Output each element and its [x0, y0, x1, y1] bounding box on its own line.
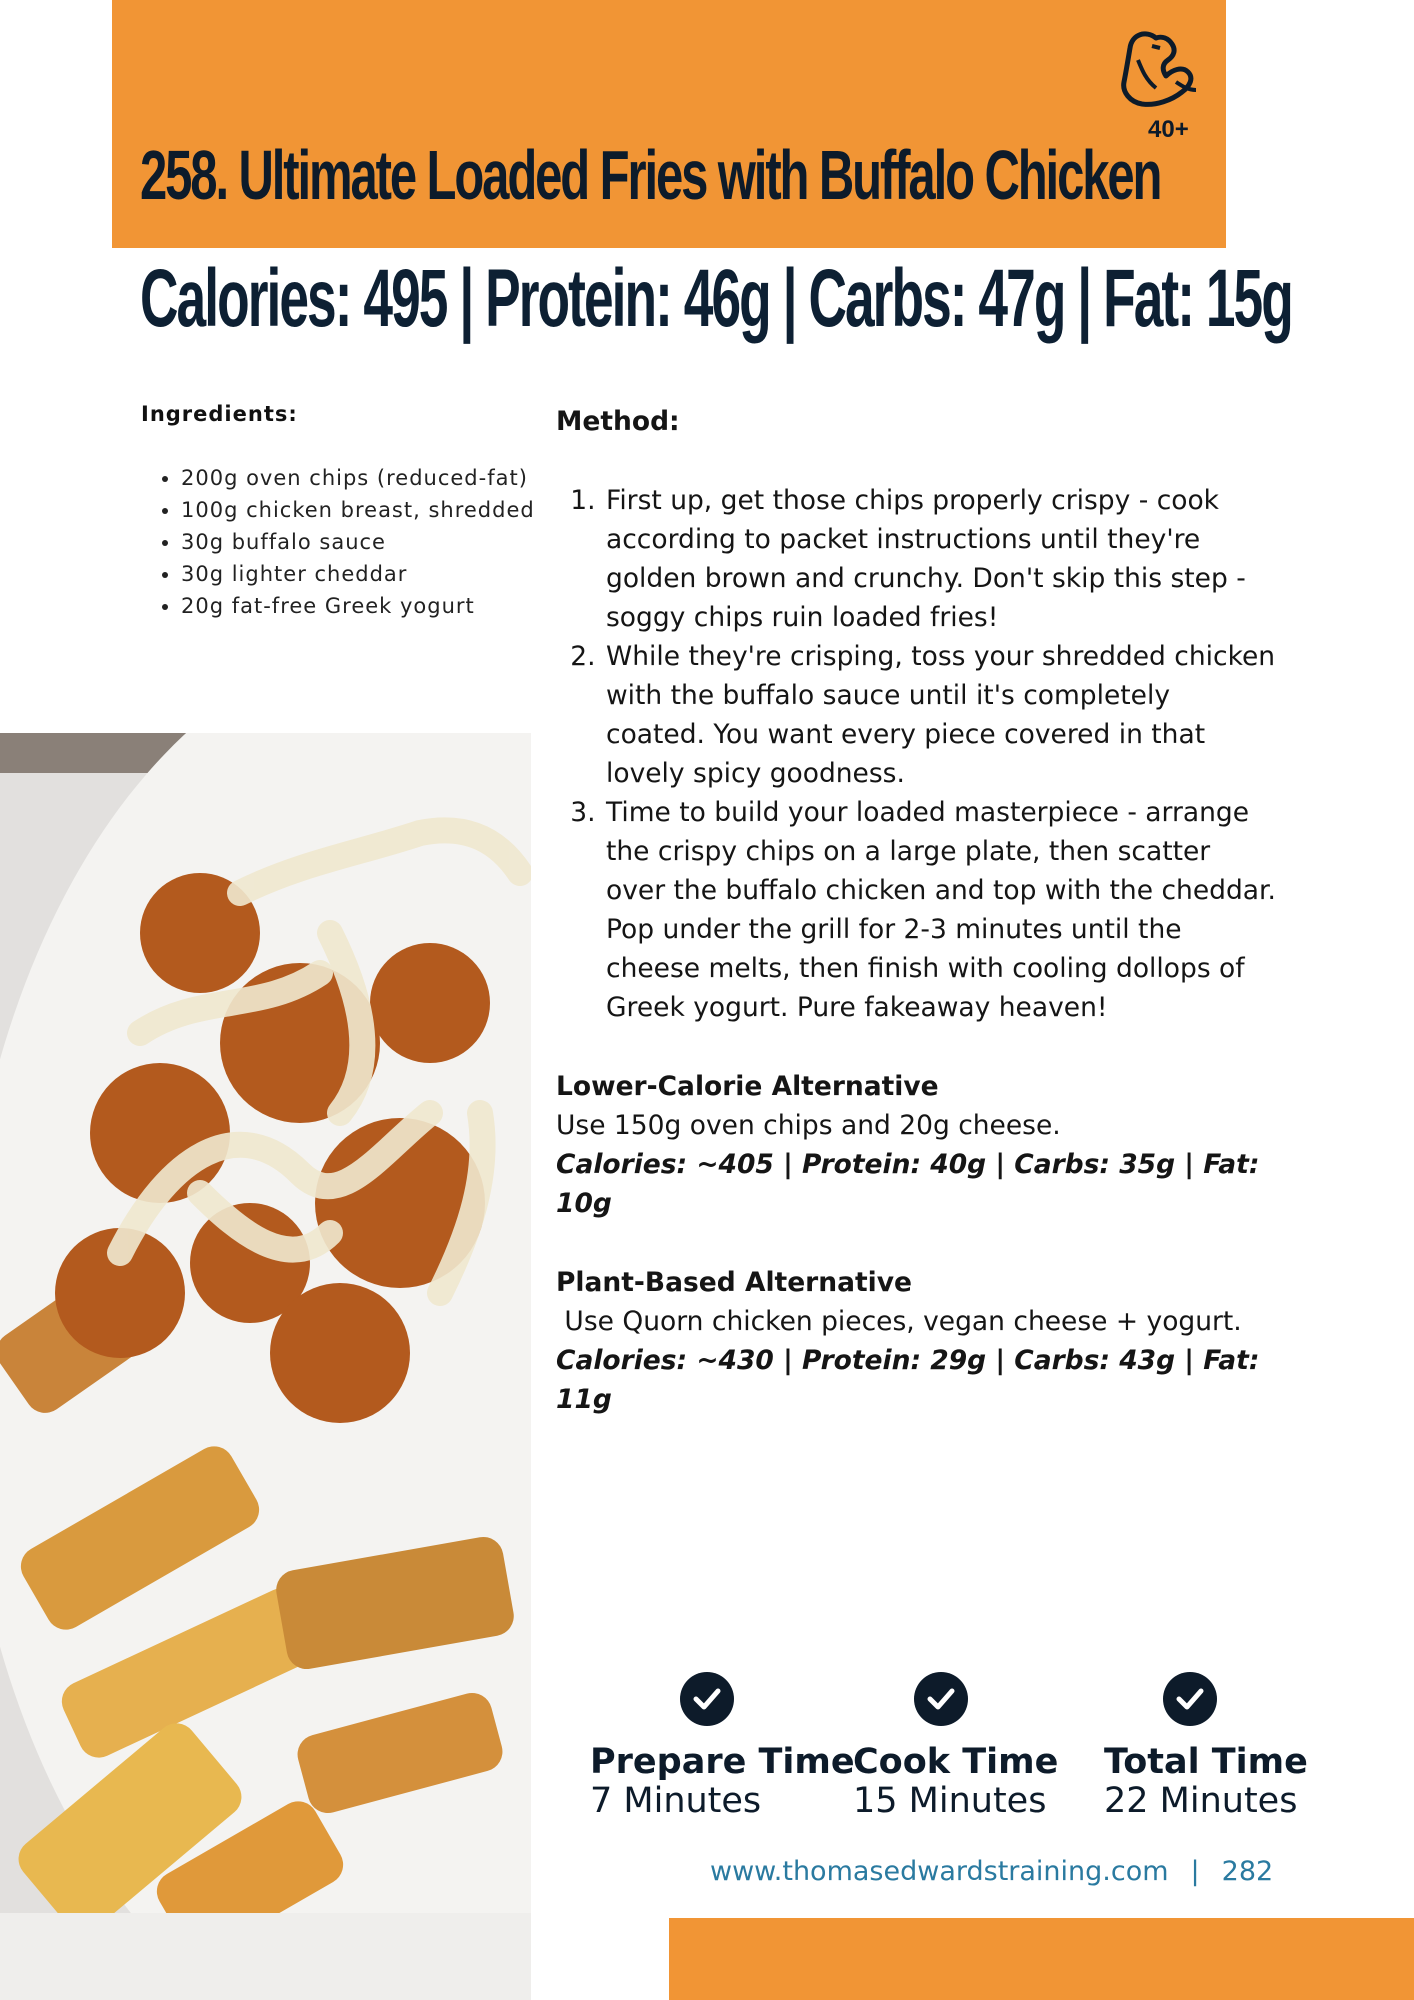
flexed-arm-icon: [1116, 20, 1206, 120]
alternative-description: Use Quorn chicken pieces, vegan cheese + yogurt.: [556, 1306, 1242, 1337]
alternative-macros: Calories: ~405 | Protein: 40g | Carbs: 35g | Fat: 10g: [556, 1149, 1260, 1219]
ingredient-item: • 30g buffalo sauce: [181, 526, 551, 558]
ingredient-item: • 30g lighter cheddar: [181, 558, 551, 590]
alternative-title: Plant-Based Alternative: [556, 1267, 912, 1298]
footer: [710, 1856, 1273, 1887]
method-step: 2. While they're crisping, toss your shredded chicken with the buffalo sauce until it's completely coated. You want every piece covered in that lovely spicy goodness.: [604, 637, 1276, 793]
time-label: Cook Time: [853, 1742, 1059, 1782]
ingredient-item: • 20g fat-free Greek yogurt: [181, 590, 551, 622]
prepare-time: [590, 1672, 855, 1821]
alternative-title: Lower-Calorie Alternative: [556, 1071, 939, 1102]
alternative-macros: Calories: ~430 | Protein: 29g | Carbs: 43g | Fat: 11g: [556, 1345, 1260, 1415]
time-value: 15 Minutes: [853, 1781, 1047, 1821]
ingredient-item: • 100g chicken breast, shredded: [181, 494, 551, 526]
recipe-title: 258. Ultimate Loaded Fries with Buffalo Chicken: [140, 136, 1161, 214]
page-number: 282: [1221, 1856, 1274, 1887]
ingredients-list: [141, 462, 551, 622]
logo: [1116, 20, 1206, 150]
macros-summary: Calories: 495 | Protein: 46g | Carbs: 47g | Fat: 15g: [140, 253, 1292, 344]
time-value: 7 Minutes: [590, 1781, 762, 1821]
website-link[interactable]: www.thomasedwardstraining.com: [710, 1856, 1169, 1887]
ingredient-item: • 200g oven chips (reduced-fat): [181, 462, 551, 494]
method-steps: [556, 481, 1276, 1027]
logo-text: 40+: [1148, 116, 1189, 143]
total-time: [1104, 1672, 1308, 1821]
method-section: [556, 402, 1276, 1419]
cook-time: [853, 1672, 1058, 1821]
footer-separator: |: [1190, 1856, 1200, 1887]
method-step: 3. Time to build your loaded masterpiece - arrange the crispy chips on a large plate, then scatter over the buffalo chicken and top with the cheddar. Pop under the grill for 2-3 minutes until the cheese melts, then finish with cooling dollops of Greek yogurt. Pure fakeaway heaven!: [604, 793, 1276, 1027]
time-value: 22 Minutes: [1104, 1781, 1298, 1821]
ingredients-heading: Ingredients:: [141, 402, 298, 426]
check-icon: [680, 1672, 734, 1726]
alternative-description: Use 150g oven chips and 20g cheese.: [556, 1110, 1061, 1141]
method-heading: Method:: [556, 406, 680, 437]
timing-section: [0, 1672, 1414, 1832]
check-icon: [1163, 1672, 1217, 1726]
plant-based-alternative: [556, 1263, 1276, 1419]
method-step: 1. First up, get those chips properly crispy - cook according to packet instructions until they're golden brown and crunchy. Don't skip this step - soggy chips ruin loaded fries!: [604, 481, 1276, 637]
check-icon: [914, 1672, 968, 1726]
time-label: Prepare Time: [590, 1742, 855, 1782]
footer-banner: [669, 1918, 1414, 2000]
lower-calorie-alternative: [556, 1067, 1276, 1223]
time-label: Total Time: [1104, 1742, 1308, 1782]
